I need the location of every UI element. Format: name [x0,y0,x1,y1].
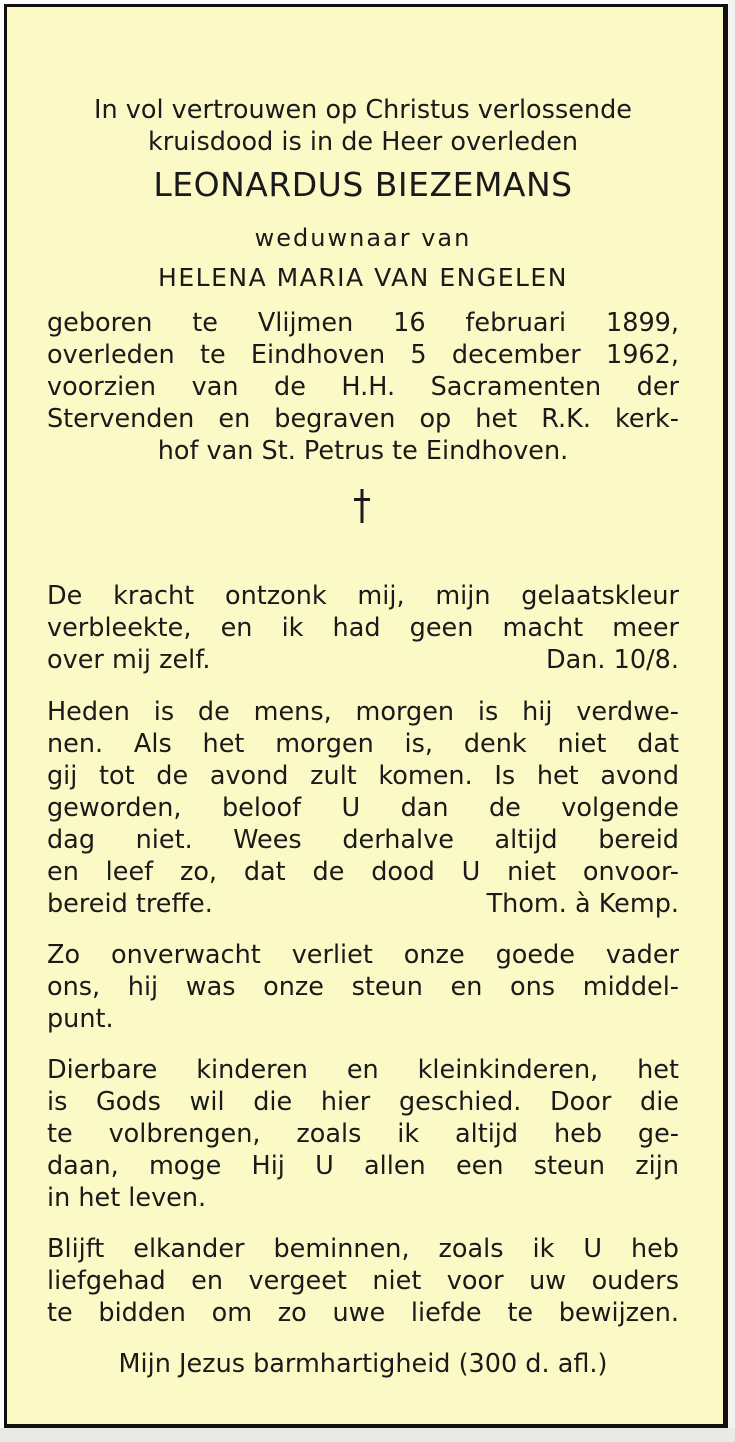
quote2-line-2: nen. Als het morgen is, denk niet dat [47,729,679,759]
quote2-line-1: Heden is de mens, morgen is hij verdwe- [47,697,679,727]
quote1-line-1: De kracht ontzonk mij, mijn gelaatskleur [47,581,679,611]
scan-edge-bottom [0,1428,735,1442]
paragraph4-line-4: daan, moge Hij U allen een steun zijn [47,1151,679,1181]
intro-line-2: kruisdood is in de Heer overleden [147,127,579,157]
cross-icon [347,487,377,527]
quote2-line-6: en leef zo, dat de dood U niet onvoor- [47,857,679,887]
quote2-last-row [47,888,679,920]
memorial-card [4,4,728,1428]
paragraph4-line-5: in het leven. [47,1183,207,1213]
paragraph3-line-2: ons, hij was onze steun en ons middel- [47,972,679,1002]
details-line-4: Stervenden en begraven op het R.K. kerk- [47,404,679,434]
deceased-name: LEONARDUS BIEZEMANS [153,165,573,204]
paragraph5-line-2: liefgehad en vergeet niet voor uw ouders [47,1266,679,1296]
quote1-last-row [47,644,679,676]
details-line-3: voorzien van de H.H. Sacramenten der [47,372,679,402]
details-line-2: overleden te Eindhoven 5 december 1962, [47,340,679,370]
quote2-line-3: gij tot de avond zult komen. Is het avond [47,761,679,791]
quote2-source: Thom. à Kemp. [486,889,679,919]
quote1-source: Dan. 10/8. [545,645,679,675]
paragraph4-line-1: Dierbare kinderen en kleinkinderen, het [47,1055,679,1085]
scan-edge-right [728,0,735,1442]
quote2-line-4: geworden, beloof U dan de volgende [47,793,679,823]
spouse-name: HELENA MARIA VAN ENGELEN [158,263,568,292]
intro-line-1: In vol vertrouwen op Christus verlossende [94,95,632,125]
details-line-1: geboren te Vlijmen 16 februari 1899, [47,308,679,338]
indulgence-prayer: Mijn Jezus barmhartigheid (300 d. afl.) [118,1349,608,1379]
quote2-last-line: bereid treffe. [47,889,213,919]
details-line-5: hof van St. Petrus te Eindhoven. [157,436,569,466]
quote1-last-line: over mij zelf. [47,645,211,675]
quote2-line-5: dag niet. Wees derhalve altijd bereid [47,825,679,855]
paragraph5-line-3: te bidden om zo uwe liefde te bewijzen. [47,1298,679,1328]
paragraph3-line-1: Zo onverwacht verliet onze goede vader [47,940,679,970]
paragraph5-line-1: Blijft elkander beminnen, zoals ik U heb [47,1234,679,1264]
paragraph3-line-3: punt. [47,1004,114,1034]
quote1-line-2: verbleekte, en ik had geen macht meer [47,613,679,643]
paragraph4-line-3: te volbrengen, zoals ik altijd heb ge- [47,1119,679,1149]
widower-of-label: weduwnaar van [254,224,472,252]
paragraph4-line-2: is Gods wil die hier geschied. Door die [47,1087,679,1117]
